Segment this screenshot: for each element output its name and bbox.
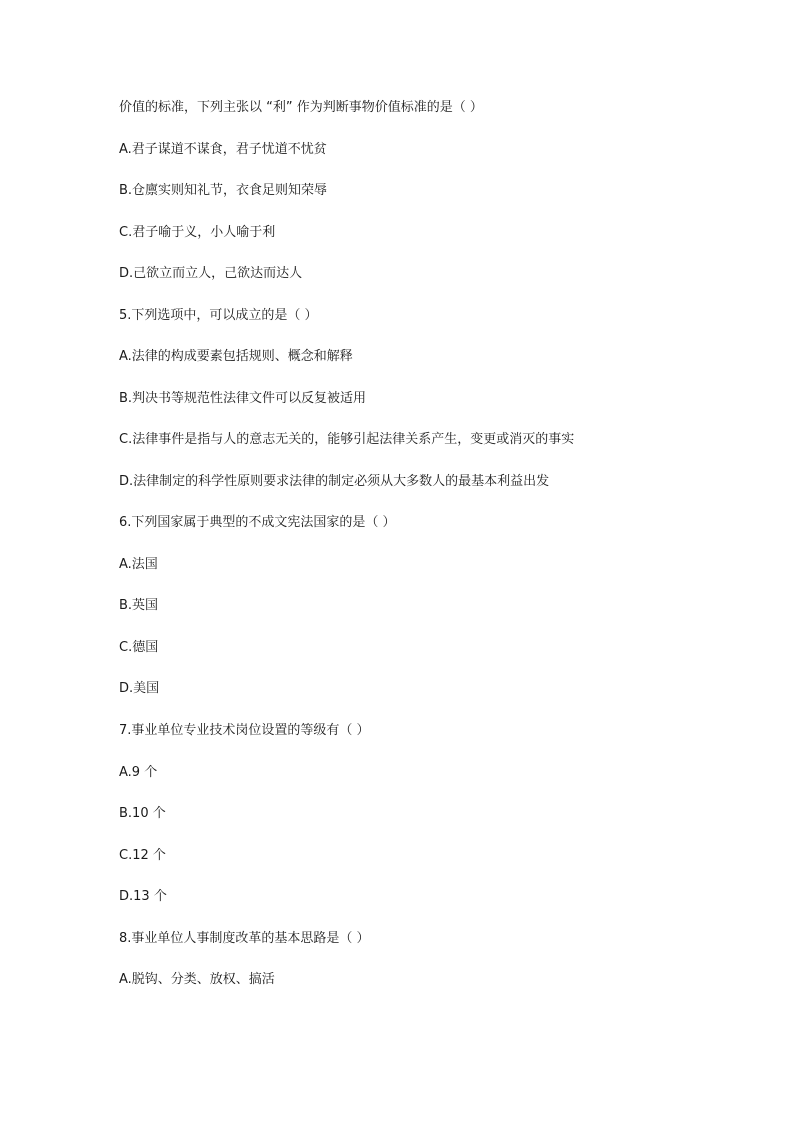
question-8-option-a: A.脱钩、分类、放权、搞活: [119, 972, 275, 987]
question-4-option-b: B.仓廪实则知礼节，衣食足则知荣辱: [119, 183, 328, 198]
question-4-stem-continued: 价值的标准，下列主张以 “利” 作为判断事物价值标准的是（ ）: [119, 100, 483, 115]
question-6-option-c: C.德国: [119, 640, 159, 655]
question-5-option-b: B.判决书等规范性法律文件可以反复被适用: [119, 391, 367, 406]
question-5-stem: 5.下列选项中，可以成立的是（ ）: [119, 308, 318, 323]
question-6-option-a: A.法国: [119, 557, 158, 572]
question-7-option-b: B.10 个: [119, 806, 166, 821]
question-8-stem: 8.事业单位人事制度改革的基本思路是（ ）: [119, 931, 370, 946]
question-5-option-a: A.法律的构成要素包括规则、概念和解释: [119, 349, 353, 364]
question-4-option-d: D.己欲立而立人，己欲达而达人: [119, 266, 303, 281]
question-7-option-d: D.13 个: [119, 889, 167, 904]
question-6-stem: 6.下列国家属于典型的不成文宪法国家的是（ ）: [119, 515, 396, 530]
question-4-option-a: A.君子谋道不谋食，君子忧道不忧贫: [119, 142, 327, 157]
question-7-stem: 7.事业单位专业技术岗位设置的等级有（ ）: [119, 723, 370, 738]
question-7-option-a: A.9 个: [119, 765, 158, 780]
question-5-option-c: C.法律事件是指与人的意志无关的，能够引起法律关系产生，变更或消灭的事实: [119, 432, 575, 447]
question-4-option-c: C.君子喻于义，小人喻于利: [119, 225, 276, 240]
question-5-option-d: D.法律制定的科学性原则要求法律的制定必须从大多数人的最基本利益出发: [119, 474, 550, 489]
question-6-option-b: B.英国: [119, 598, 159, 613]
question-6-option-d: D.美国: [119, 681, 160, 696]
question-7-option-c: C.12 个: [119, 848, 166, 863]
